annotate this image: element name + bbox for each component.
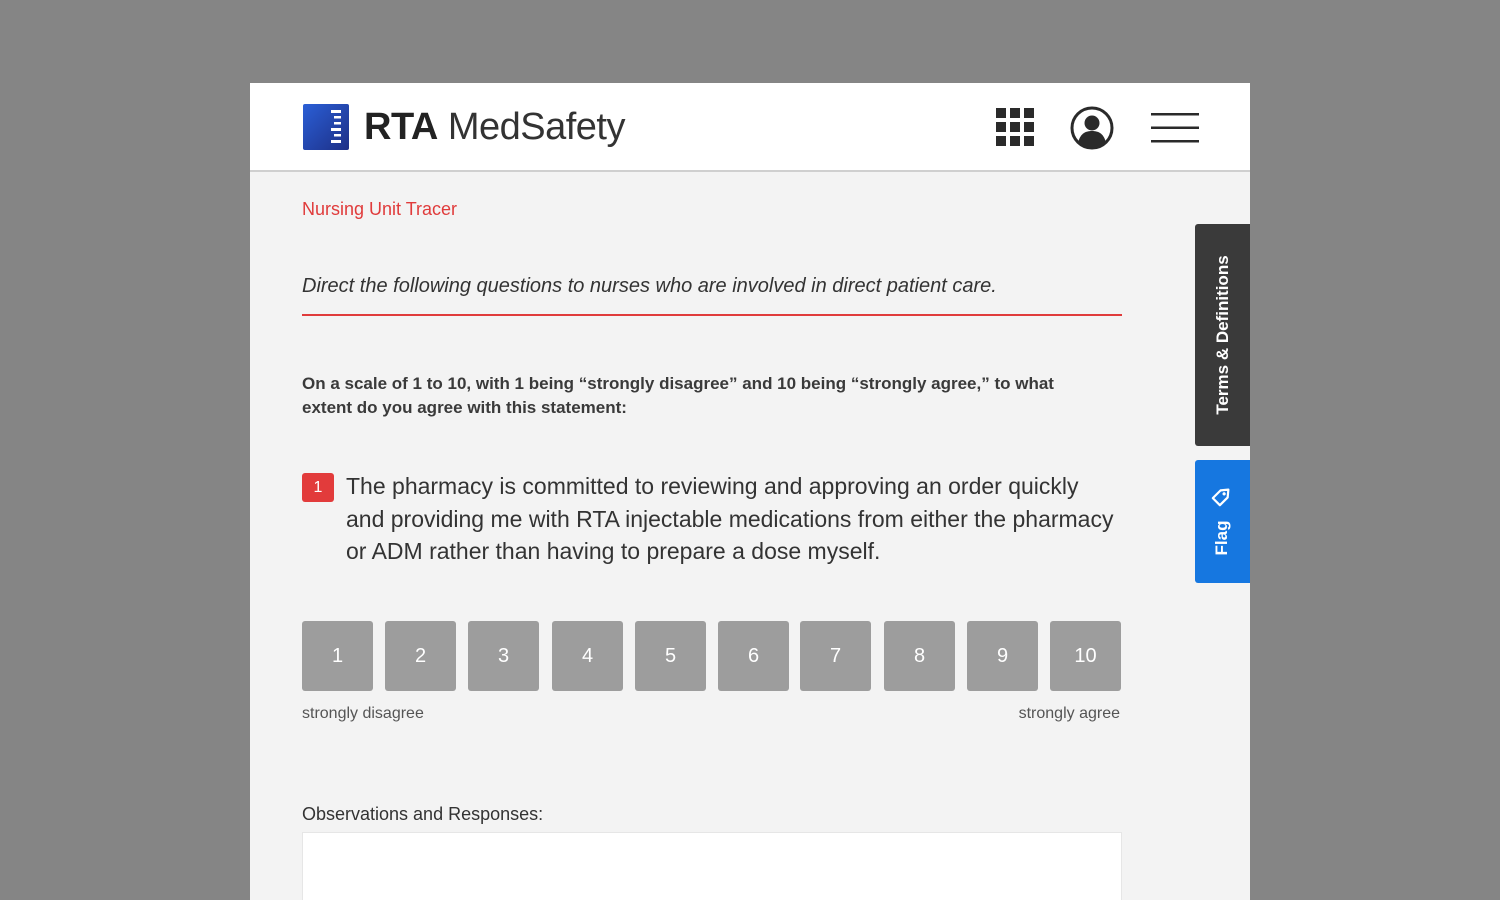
flag-tab[interactable] (1195, 460, 1250, 583)
brand-name (364, 102, 625, 152)
scale-option-9[interactable]: 9 (967, 621, 1038, 691)
instruction-text: Direct the following questions to nurses who are involved in direct patient care. (302, 275, 1122, 316)
scale-option-8[interactable]: 8 (884, 621, 955, 691)
scale-low-label: strongly disagree (302, 705, 424, 722)
observations-textarea[interactable] (302, 832, 1122, 900)
rta-logo-icon (303, 104, 349, 150)
section-title: Nursing Unit Tracer (302, 199, 458, 219)
terms-definitions-tab[interactable] (1195, 224, 1250, 446)
terms-definitions-label: Terms & Definitions (1212, 255, 1232, 415)
scale-prompt: On a scale of 1 to 10, with 1 being “strongly disagree” and 10 being “strongly agree,” to what extent do you agree with this statement: (302, 374, 1054, 417)
scale-option-1[interactable]: 1 (302, 621, 373, 691)
scale-option-10[interactable]: 10 (1050, 621, 1121, 691)
apps-grid-icon[interactable] (996, 108, 1034, 146)
hamburger-menu-icon[interactable] (1151, 112, 1199, 144)
scale-option-4[interactable]: 4 (552, 621, 623, 691)
scale-option-6[interactable]: 6 (718, 621, 789, 691)
observations-label: Observations and Responses: (302, 804, 544, 824)
scale-option-3[interactable]: 3 (468, 621, 539, 691)
scale-option-5[interactable]: 5 (635, 621, 706, 691)
brand-name-bold: RTA (364, 106, 438, 148)
rating-scale (302, 621, 1122, 691)
scale-high-label: strongly agree (1018, 705, 1120, 722)
question-text: The pharmacy is committed to reviewing and approving an order quickly and providing me with RTA injectable medications from either the pharmacy or ADM rather than having to prepare a dose myself. (346, 473, 1114, 564)
flag-label: Flag (1212, 520, 1231, 556)
tag-icon (1208, 482, 1236, 510)
brand-name-light: MedSafety (447, 106, 625, 148)
scale-option-2[interactable]: 2 (385, 621, 456, 691)
question-number-badge: 1 (302, 473, 334, 502)
top-header (250, 83, 1250, 172)
scale-option-7[interactable]: 7 (800, 621, 871, 691)
user-icon[interactable] (1070, 106, 1114, 150)
app-window (250, 83, 1250, 900)
